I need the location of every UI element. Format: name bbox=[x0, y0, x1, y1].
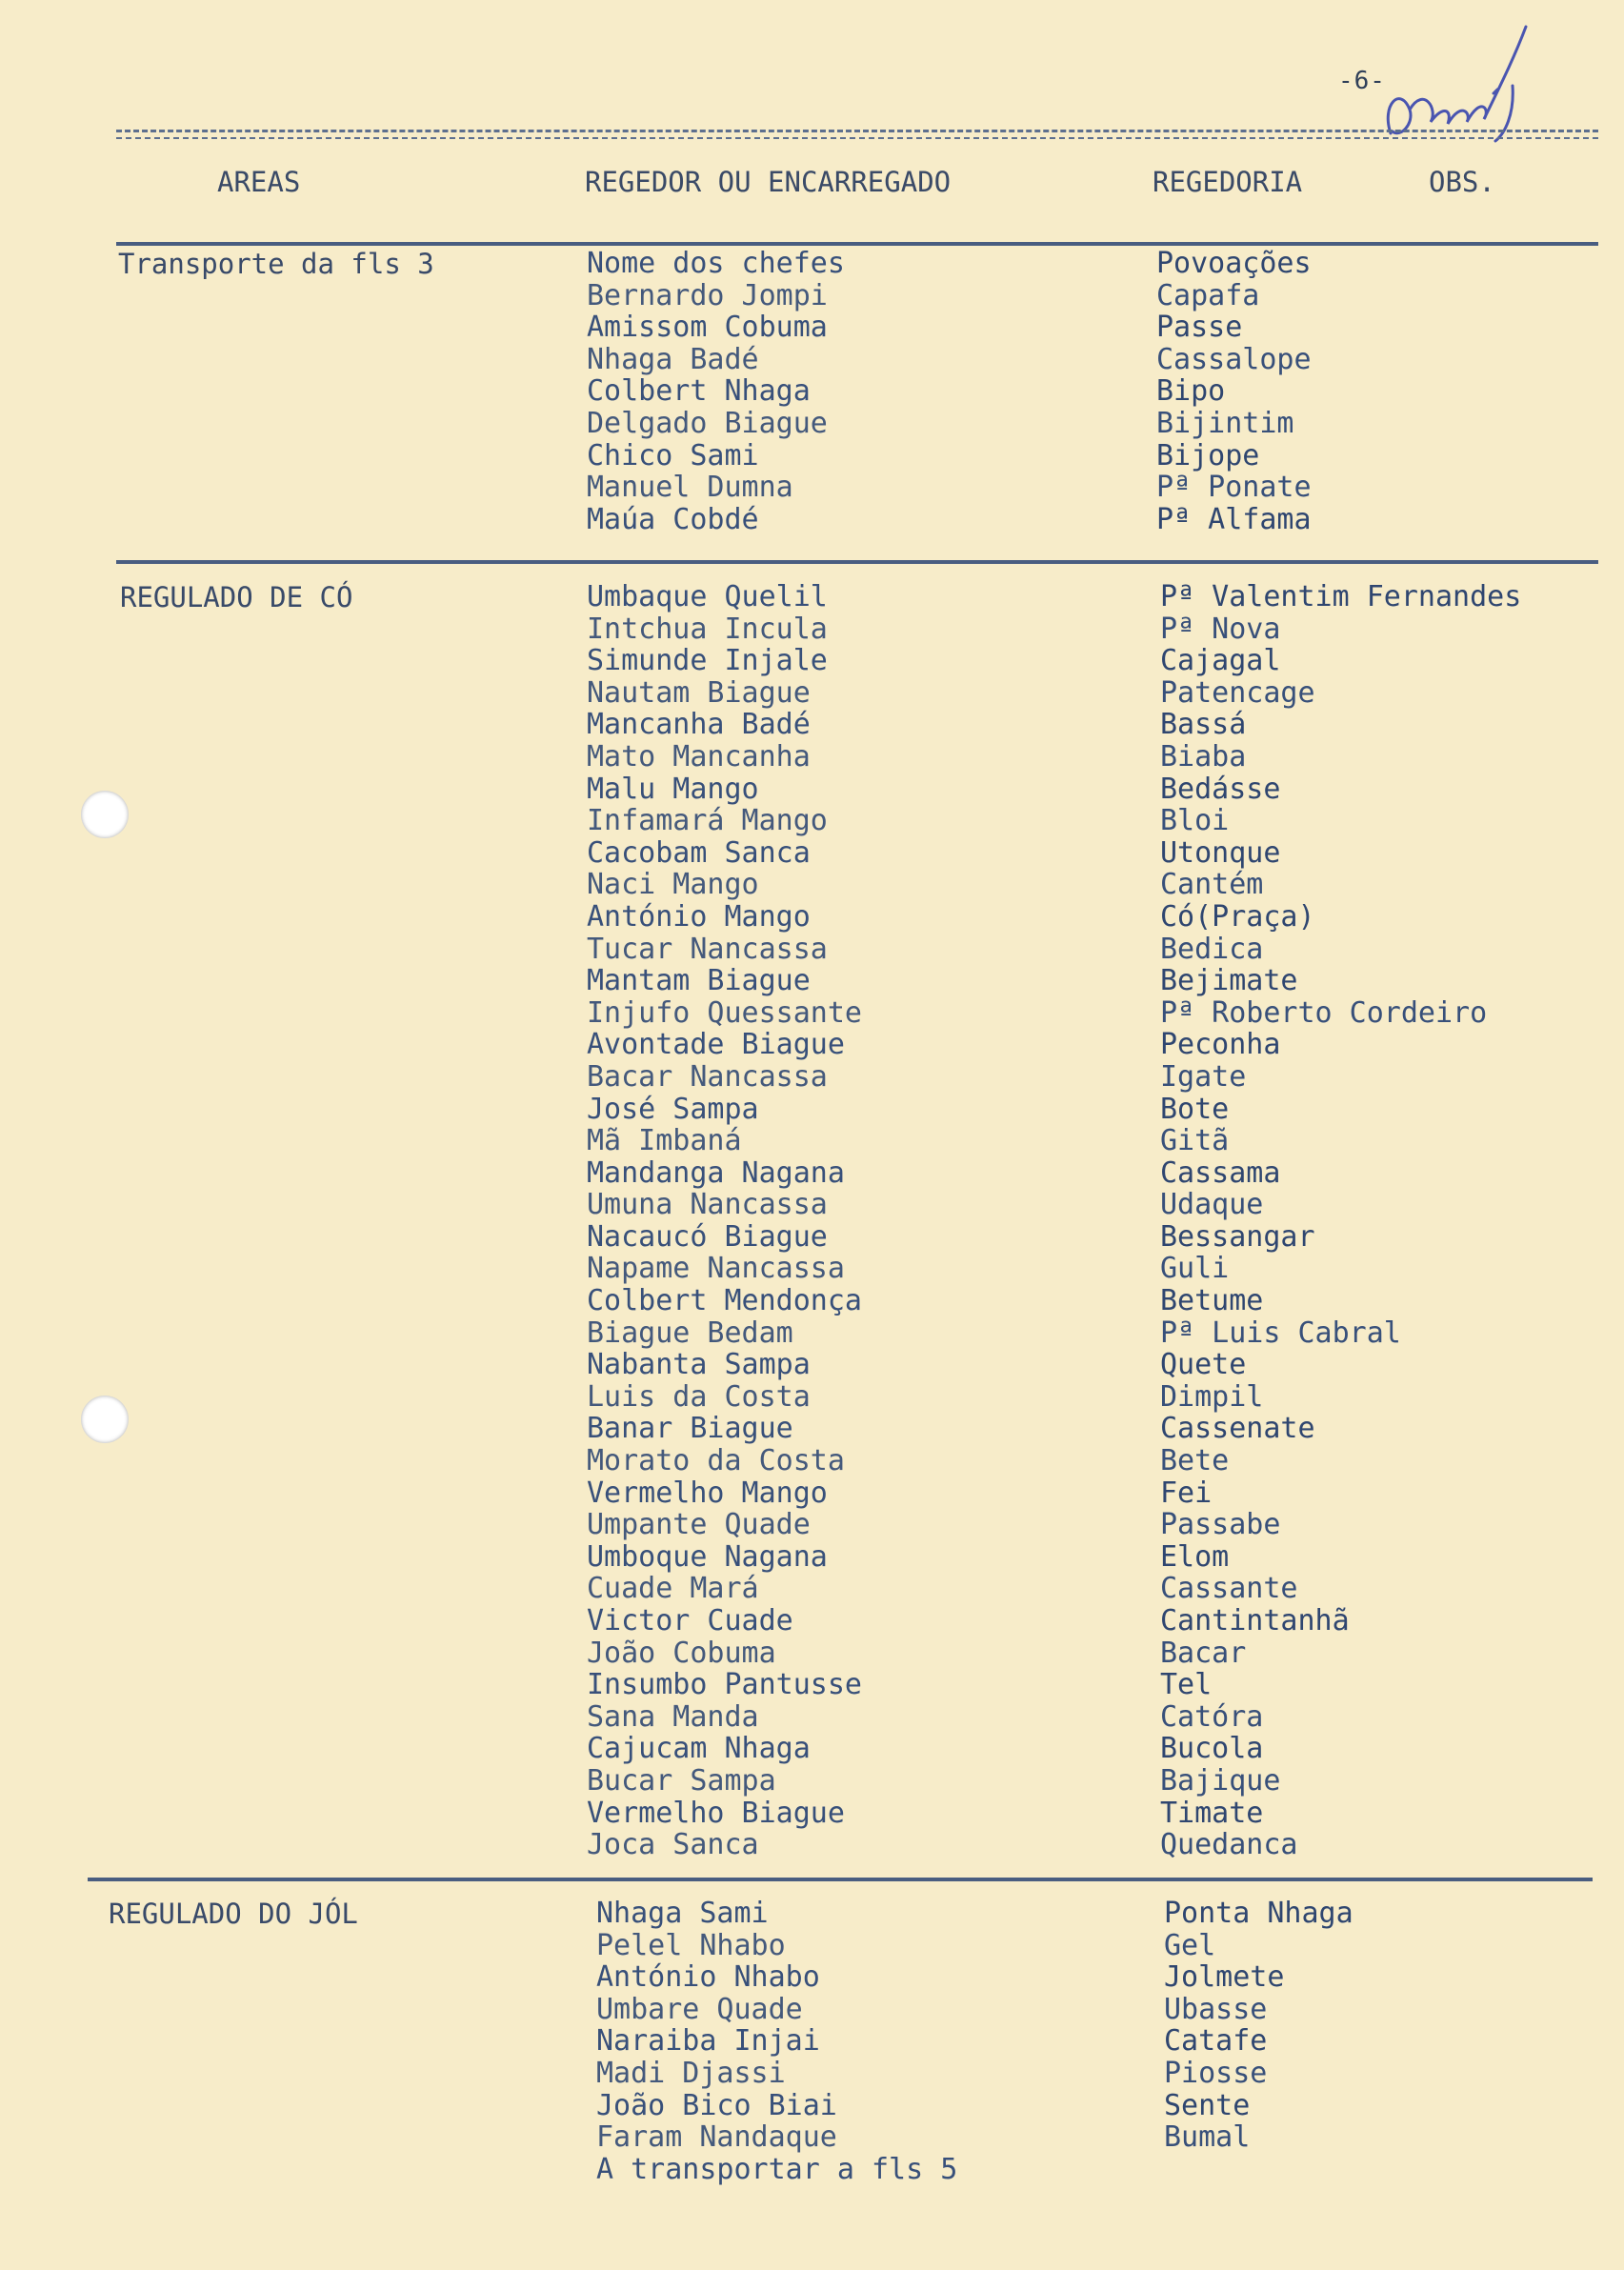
regedor-name: Luis da Costa bbox=[587, 1379, 811, 1414]
regedor-name: Simunde Injale bbox=[587, 644, 828, 678]
regedoria-name: Catafe bbox=[1164, 2024, 1268, 2059]
section-area-label: REGULADO DO JÓL bbox=[109, 1898, 358, 1930]
regedoria-name: Bejimate bbox=[1160, 964, 1298, 998]
regedoria-name: Tel bbox=[1160, 1668, 1213, 1702]
regedoria-name: Pª Valentim Fernandes bbox=[1160, 580, 1522, 613]
regedor-name: Mantam Biague bbox=[587, 964, 811, 998]
regedor-name: Mandanga Nagana bbox=[587, 1155, 845, 1190]
regedoria-name: Pª Luis Cabral bbox=[1160, 1316, 1401, 1350]
regedoria-name: Cassenate bbox=[1160, 1412, 1315, 1446]
regedor-name: Sana Manda bbox=[587, 1699, 759, 1734]
regedor-name: Napame Nancassa bbox=[587, 1252, 845, 1286]
regedor-name: Amissom Cobuma bbox=[587, 311, 828, 345]
regedor-name: Naci Mango bbox=[587, 868, 759, 902]
regedoria-name: Pª Ponate bbox=[1156, 471, 1312, 505]
regedoria-name: Sente bbox=[1164, 2088, 1251, 2122]
regedoria-name: Cassalope bbox=[1156, 342, 1312, 376]
regedoria-list bbox=[1156, 248, 1312, 535]
regedoria-name: Jolmete bbox=[1164, 1960, 1285, 1995]
regedoria-name: Elom bbox=[1160, 1539, 1230, 1574]
regedor-name: Nacaucó Biague bbox=[587, 1219, 828, 1254]
handwritten-signature bbox=[1372, 19, 1543, 152]
regedor-name: António Mango bbox=[587, 899, 811, 934]
regedoria-name: Cantintanhã bbox=[1160, 1604, 1350, 1637]
regedoria-name: Bassá bbox=[1160, 708, 1247, 742]
regedoria-name: Bacar bbox=[1160, 1636, 1247, 1670]
regedoria-name: Quete bbox=[1160, 1348, 1247, 1382]
regedoria-list bbox=[1164, 1898, 1353, 2154]
regedoria-name: Passe bbox=[1156, 311, 1243, 345]
regedor-name: Banar Biague bbox=[587, 1412, 793, 1446]
regedoria-list bbox=[1160, 581, 1521, 1861]
regedor-name: Intchua Incula bbox=[587, 612, 828, 646]
section-rule bbox=[88, 1878, 1593, 1881]
regedor-name: Cajucam Nhaga bbox=[587, 1732, 811, 1766]
punch-hole bbox=[81, 791, 129, 838]
transport-note: A transportar a fls 5 bbox=[596, 2152, 958, 2186]
regedor-name: Vermelho Mango bbox=[587, 1476, 828, 1510]
regedor-name: Bernardo Jompi bbox=[587, 278, 828, 312]
regedoria-name: Cassante bbox=[1160, 1572, 1298, 1606]
regedor-name: Nome dos chefes bbox=[587, 247, 845, 280]
regedor-list bbox=[596, 1898, 957, 2185]
regedoria-name: Bijintim bbox=[1156, 406, 1294, 440]
regedoria-name: Bijope bbox=[1156, 438, 1260, 472]
regedoria-name: Capafa bbox=[1156, 278, 1260, 312]
regedor-name: Pelel Nhabo bbox=[596, 1928, 786, 1962]
regedor-name: Bucar Sampa bbox=[587, 1763, 776, 1798]
regedor-name: Mã Imbaná bbox=[587, 1124, 742, 1158]
regedor-name: Avontade Biague bbox=[587, 1028, 845, 1062]
header-regedor: REGEDOR OU ENCARREGADO bbox=[585, 166, 952, 198]
regedoria-name: Gitã bbox=[1160, 1124, 1230, 1158]
regedoria-name: Bedica bbox=[1160, 932, 1264, 966]
page-number: -6- bbox=[1338, 67, 1386, 95]
header-regedoria: REGEDORIA bbox=[1153, 166, 1303, 198]
regedor-name: Umbare Quade bbox=[596, 1992, 803, 2026]
regedoria-name: Dimpil bbox=[1160, 1379, 1264, 1414]
regedoria-name: Bedásse bbox=[1160, 772, 1281, 806]
regedor-name: Cuade Mará bbox=[587, 1572, 759, 1606]
regedoria-name: Có(Praça) bbox=[1160, 899, 1315, 934]
regedoria-name: Bajique bbox=[1160, 1763, 1281, 1798]
regedoria-name: Bucola bbox=[1160, 1732, 1264, 1766]
regedor-list bbox=[587, 581, 862, 1861]
regedoria-name: Cajagal bbox=[1160, 644, 1281, 678]
regedor-name: Tucar Nancassa bbox=[587, 932, 828, 966]
regedor-name: Victor Cuade bbox=[587, 1604, 793, 1637]
regedoria-name: Pª Alfama bbox=[1156, 502, 1312, 536]
top-dashed-rule bbox=[116, 130, 1598, 132]
regedor-name: Nabanta Sampa bbox=[587, 1348, 811, 1382]
regedor-name: Infamará Mango bbox=[587, 804, 828, 838]
regedor-name: Biague Bedam bbox=[587, 1316, 793, 1350]
regedor-name: Madi Djassi bbox=[596, 2056, 786, 2090]
regedor-name: Faram Nandaque bbox=[596, 2120, 837, 2155]
regedor-name: Cacobam Sanca bbox=[587, 835, 811, 870]
regedor-name: Bacar Nancassa bbox=[587, 1059, 828, 1094]
regedor-name: João Bico Biai bbox=[596, 2088, 837, 2122]
header-obs: OBS. bbox=[1429, 166, 1495, 198]
regedoria-name: Peconha bbox=[1160, 1028, 1281, 1062]
regedor-name: Vermelho Biague bbox=[587, 1796, 845, 1830]
regedor-name: Maúa Cobdé bbox=[587, 502, 759, 536]
regedoria-name: Bumal bbox=[1164, 2120, 1251, 2155]
regedor-name: Malu Mango bbox=[587, 772, 759, 806]
regedor-name: Manuel Dumna bbox=[587, 471, 793, 505]
regedoria-name: Udaque bbox=[1160, 1188, 1264, 1222]
regedor-name: Colbert Nhaga bbox=[587, 374, 811, 409]
regedoria-name: Piosse bbox=[1164, 2056, 1268, 2090]
regedoria-name: Bessangar bbox=[1160, 1219, 1315, 1254]
section-area-label: Transporte da fls 3 bbox=[118, 248, 434, 280]
regedoria-name: Timate bbox=[1160, 1796, 1264, 1830]
regedor-name: Umbaque Quelil bbox=[587, 580, 828, 613]
regedoria-name: Gel bbox=[1164, 1928, 1216, 1962]
regedor-name: Umuna Nancassa bbox=[587, 1188, 828, 1222]
regedor-name: Nautam Biague bbox=[587, 675, 811, 710]
regedor-name: Morato da Costa bbox=[587, 1444, 845, 1478]
regedor-name: Nhaga Badé bbox=[587, 342, 759, 376]
top-dashed-rule-2 bbox=[116, 137, 1598, 139]
section-area-label: REGULADO DE CÓ bbox=[120, 581, 353, 613]
regedor-name: Injufo Quessante bbox=[587, 995, 862, 1030]
regedor-name: Naraiba Injai bbox=[596, 2024, 820, 2059]
regedoria-name: Utonque bbox=[1160, 835, 1281, 870]
regedor-name: João Cobuma bbox=[587, 1636, 776, 1670]
regedoria-name: Guli bbox=[1160, 1252, 1230, 1286]
regedoria-name: Patencage bbox=[1160, 675, 1315, 710]
regedoria-name: Biaba bbox=[1160, 739, 1247, 773]
regedoria-name: Quedanca bbox=[1160, 1828, 1298, 1862]
regedor-name: Mato Mancanha bbox=[587, 739, 811, 773]
regedoria-name: Passabe bbox=[1160, 1508, 1281, 1542]
regedoria-name: Ponta Nhaga bbox=[1164, 1897, 1353, 1930]
regedoria-name: Ubasse bbox=[1164, 1992, 1268, 2026]
regedoria-name: Bete bbox=[1160, 1444, 1230, 1478]
regedor-name: António Nhabo bbox=[596, 1960, 820, 1995]
section-rule bbox=[116, 560, 1598, 564]
punch-hole bbox=[81, 1396, 129, 1443]
regedor-list bbox=[587, 248, 845, 535]
regedoria-name: Catóra bbox=[1160, 1699, 1264, 1734]
regedor-name: Chico Sami bbox=[587, 438, 759, 472]
regedoria-name: Cantém bbox=[1160, 868, 1264, 902]
regedoria-name: Cassama bbox=[1160, 1155, 1281, 1190]
header-areas: AREAS bbox=[217, 166, 301, 198]
regedor-name: Delgado Biague bbox=[587, 406, 828, 440]
regedoria-name: Povoações bbox=[1156, 247, 1312, 280]
regedor-name: Insumbo Pantusse bbox=[587, 1668, 862, 1702]
regedoria-name: Bote bbox=[1160, 1092, 1230, 1126]
regedor-name: Umpante Quade bbox=[587, 1508, 811, 1542]
regedoria-name: Igate bbox=[1160, 1059, 1247, 1094]
regedoria-name: Pª Roberto Cordeiro bbox=[1160, 995, 1488, 1030]
regedor-name: José Sampa bbox=[587, 1092, 759, 1126]
regedoria-name: Bipo bbox=[1156, 374, 1226, 409]
regedoria-name: Fei bbox=[1160, 1476, 1213, 1510]
regedor-name: Umboque Nagana bbox=[587, 1539, 828, 1574]
header-rule bbox=[116, 242, 1598, 246]
regedor-name: Colbert Mendonça bbox=[587, 1284, 862, 1318]
regedor-name: Nhaga Sami bbox=[596, 1897, 769, 1930]
regedor-name: Mancanha Badé bbox=[587, 708, 811, 742]
regedor-name: Joca Sanca bbox=[587, 1828, 759, 1862]
regedoria-name: Betume bbox=[1160, 1284, 1264, 1318]
regedoria-name: Pª Nova bbox=[1160, 612, 1281, 646]
regedoria-name: Bloi bbox=[1160, 804, 1230, 838]
